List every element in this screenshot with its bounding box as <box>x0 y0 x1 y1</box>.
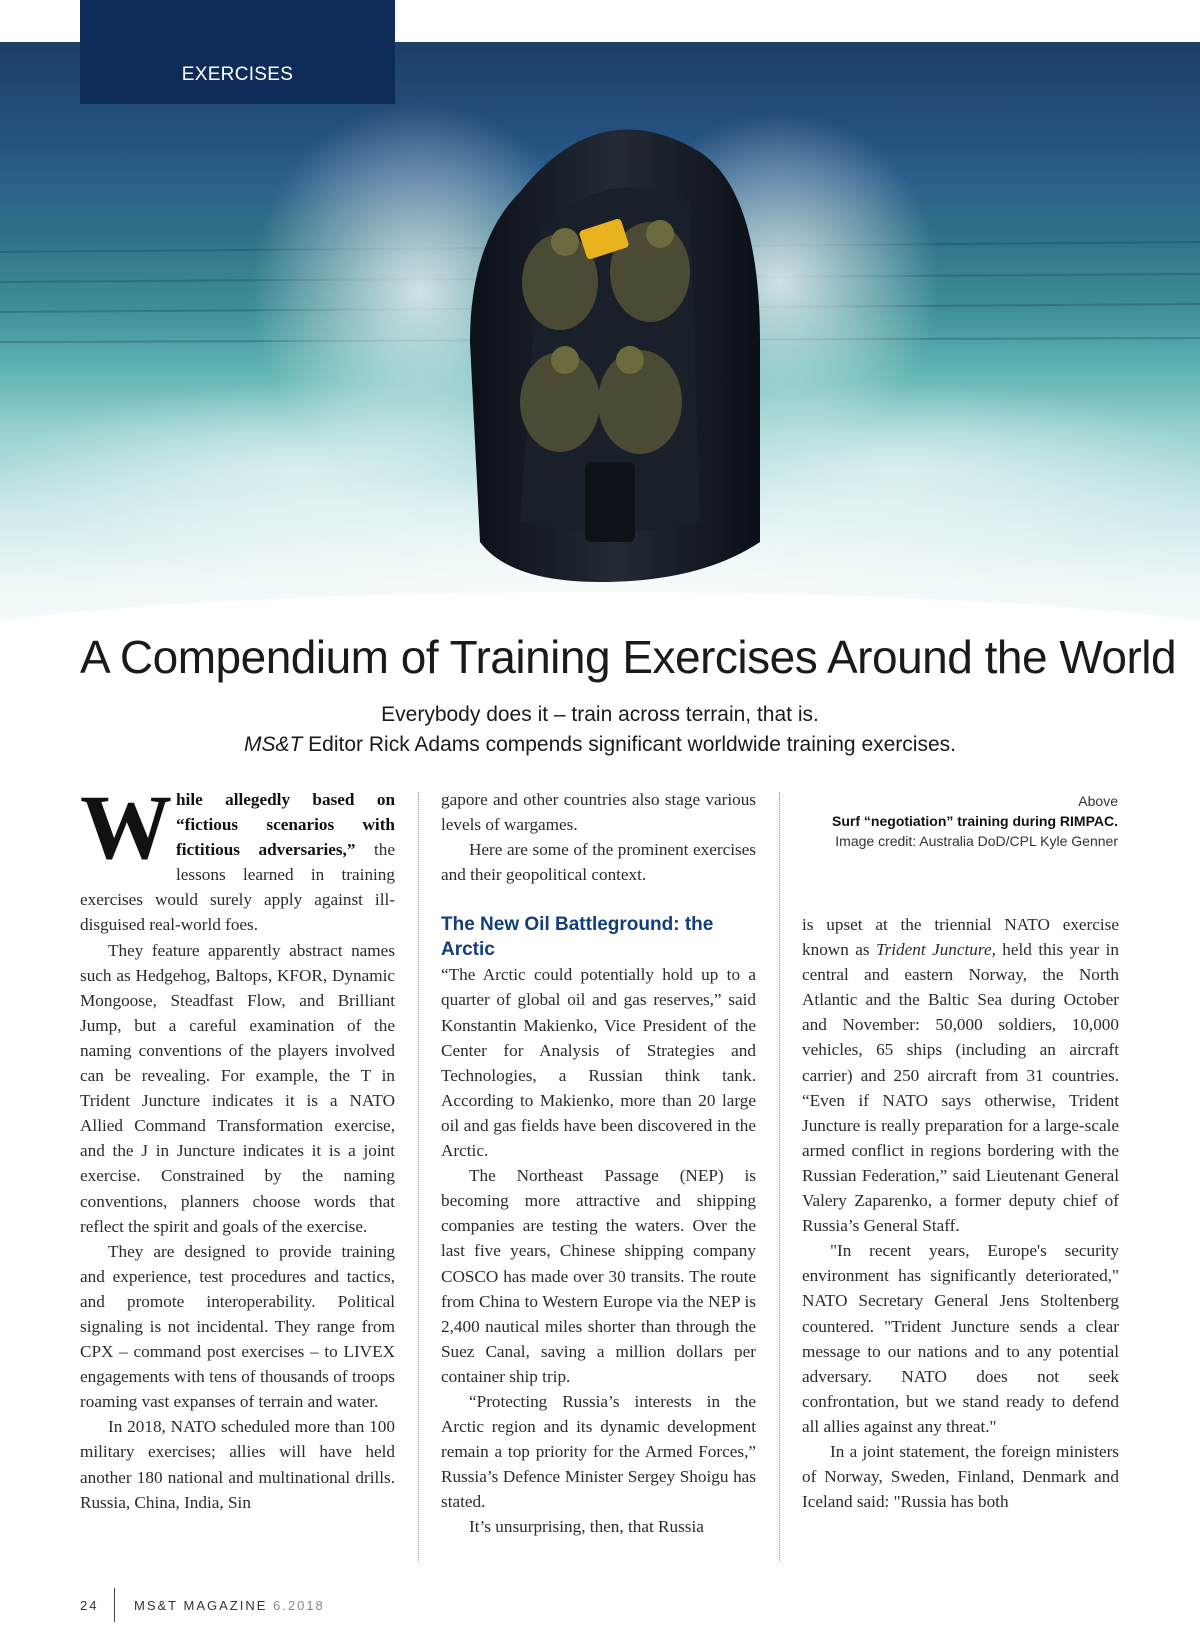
footer-magazine <box>134 1598 325 1613</box>
article-column-3 <box>802 912 1119 1514</box>
article-paragraph-text: is upset at the triennial NATO exercise known as <box>802 915 1119 960</box>
article-paragraph: gapore and other countries also stage various levels of wargames. <box>441 790 756 835</box>
article-paragraph-text: the lessons learned in training exercises would surely apply against ill-disguised real-world foes. <box>80 840 395 935</box>
article-paragraph: The Northeast Passage (NEP) is becoming more attractive and shipping companies are testing the waters. Over the last five years, Chinese shipping company COSCO has made over 30 transits. The route from China to Western Europe via the NEP is 2,400 nautical miles shorter than through the Suez Canal, saving a million dollars per container ship trip. <box>441 1166 756 1386</box>
article-column-1 <box>80 776 395 1515</box>
deck-line-2 <box>80 730 1120 760</box>
magazine-name: MS&T MAGAZINE <box>134 1598 268 1613</box>
deck-editor-label: Editor <box>302 733 369 756</box>
column-divider <box>779 792 780 1562</box>
article-paragraph: “The Arctic could potentially hold up to a quarter of global oil and gas reserves,” said Konstantin Makienko, Vice President of the Center for Analysis of Strategies and Technologies, a Russian think tank. According to Makienko, more than 20 large oil and gas fields have been discovered in the Arctic. <box>441 965 756 1161</box>
article-subhead: The New Oil Battleground: the Arctic <box>441 914 714 961</box>
caption-title: Surf “negotiation” training during RIMPAC. <box>832 813 1118 829</box>
photo-caption <box>798 791 1118 851</box>
caption-credit: Image credit: Australia DoD/CPL Kyle Genner <box>835 833 1118 849</box>
drop-cap: W <box>80 776 172 878</box>
deck-line-1: Everybody does it – train across terrain, that is. <box>381 703 819 726</box>
exercise-name: Trident Juncture, <box>875 940 996 960</box>
page-number: 24 <box>80 1598 99 1613</box>
article-paragraph: They are designed to provide training and experience, test procedures and tactics, and promote interoperability. Political signaling is not incidental. They range from CPX – command post exercises – to LIVEX engagements with tens of thousands of troops roaming vast expanses of terrain and water. <box>80 1241 395 1412</box>
article-paragraph: In a joint statement, the foreign ministers of Norway, Sweden, Finland, Denmark and Iceland said: "Russia has both <box>802 1441 1119 1512</box>
deck-publication: MS&T <box>244 733 303 756</box>
deck-line-2-end: compends significant worldwide training exercises. <box>479 733 956 756</box>
issue-number: 6.2018 <box>273 1598 325 1613</box>
article-paragraph-text: held this year in central and eastern Norway, the North Atlantic and the Baltic Sea during October and November: 50,000 soldiers, 10,000 vehicles, 65 ships (including an aircraft carrier) and 250 aircraft from 31 countries. “Even if NATO says otherwise, Trident Juncture is really preparation for a large-scale armed conflict in regions bordering with the Russian Federation,” said Lieutenant General Valery Zaparenko, a former deputy chief of Russia’s General Staff. <box>802 940 1119 1236</box>
article-paragraph: They feature apparently abstract names such as Hedgehog, Baltops, KFOR, Dynamic Mongoose, Steadfast Flow, and Brilliant Jump, but a careful examination of the naming conventions of the players involved can be revealing. For example, the T in Trident Juncture indicates it is a NATO Allied Command Transformation exercise, and the J in Juncture indicates it is a joint exercise. Constrained by the naming conventions, planners choose words that reflect the spirit and goals of the exercise. <box>80 940 395 1236</box>
article-paragraph <box>802 912 1119 1238</box>
article-paragraph <box>80 776 395 938</box>
caption-position-label: Above <box>1078 793 1118 809</box>
article-lead: hile allegedly based on “fictious scenarios with fictitious adversaries,” <box>176 790 395 860</box>
boat-in-surf-photo-icon <box>0 42 1200 672</box>
article-paragraph: "In recent years, Europe's security environment has significantly deteriorated," NATO Secretary General Jens Stoltenberg countered. "Trident Juncture sends a clear message to our nations and to any potential adversary. NATO does not seek confrontation, but we stand ready to defend all allies against any threat." <box>802 1241 1119 1436</box>
article-column-2 <box>441 787 756 1540</box>
section-tab <box>80 0 395 104</box>
article-paragraph: Here are some of the prominent exercises and their geopolitical context. <box>441 840 756 885</box>
article-paragraph: In 2018, NATO scheduled more than 100 military exercises; allies will have held another 180 national and multinational drills. Russia, China, India, Sin <box>80 1417 395 1512</box>
hero-photo <box>0 42 1200 672</box>
article-deck <box>80 700 1120 760</box>
footer-divider <box>114 1588 115 1622</box>
column-divider <box>418 792 419 1562</box>
article-paragraph: It’s unsurprising, then, that Russia <box>469 1517 704 1537</box>
article-paragraph: “Protecting Russia’s interests in the Arctic region and its dynamic development remain a top priority for the Armed Forces,” Russia’s Defence Minister Sergey Shoigu has stated. <box>441 1391 756 1512</box>
deck-author: Rick Adams <box>368 733 480 756</box>
article-headline: A Compendium of Training Exercises Around the World <box>80 631 1177 683</box>
section-label: EXERCISES <box>181 64 294 85</box>
